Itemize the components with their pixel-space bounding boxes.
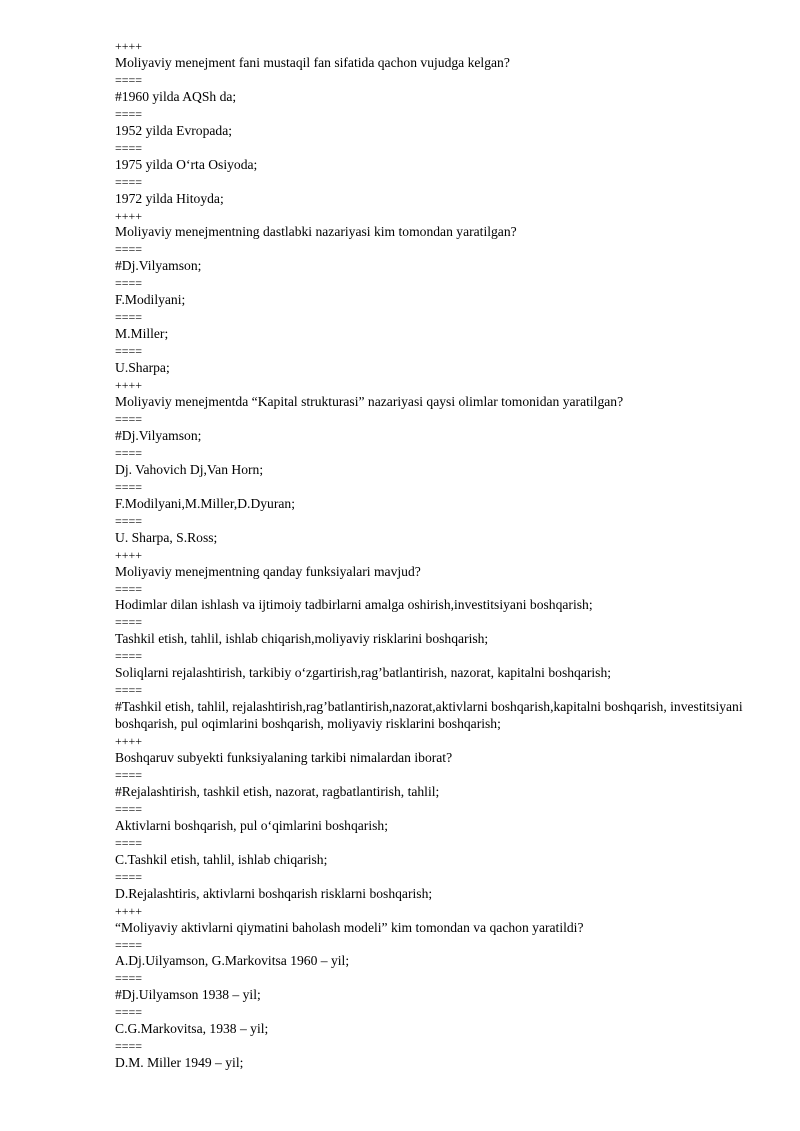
answer-separator: ==== [115, 344, 143, 359]
answer-option: C.Tashkil etish, tahlil, ishlab chiqarish; [115, 851, 328, 867]
answer-option: D.M. Miller 1949 – yil; [115, 1055, 244, 1071]
answer-separator: ==== [115, 242, 143, 257]
answer-option: #Dj.Uilyamson 1938 – yil; [115, 987, 261, 1003]
answer-separator: ==== [115, 310, 143, 325]
answer-option: U. Sharpa, S.Ross; [115, 529, 218, 545]
answer-separator: ==== [115, 72, 143, 87]
question-text: Moliyaviy menejmentning dastlabki nazariyasi kim tomondan yaratilgan? [115, 224, 517, 240]
question-text: Moliyaviy menejmentda “Kapital strukturasi” nazariyasi qaysi olimlar tomonidan yaratilgan? [115, 394, 624, 410]
test-document [115, 38, 755, 1072]
question-separator: ++++ [115, 903, 143, 918]
answer-option: A.Dj.Uilyamson, G.Markovitsa 1960 – yil; [115, 953, 350, 969]
answer-option: 1972 yilda Hitoyda; [115, 190, 224, 206]
question-separator: ++++ [115, 378, 143, 393]
answer-option: #Tashkil etish, tahlil, rejalashtirish,rag’batlantirish,nazorat,aktivlarni boshqarish,kapitalni boshqarish, investitsiyani boshqarish, pul oqimlarini boshqarish, moliyaviy risklarini boshqarish; [115, 699, 743, 732]
answer-separator: ==== [115, 106, 143, 121]
question-separator: ++++ [115, 208, 143, 223]
answer-separator: ==== [115, 649, 143, 664]
answer-option: F.Modilyani; [115, 292, 186, 308]
answer-option: M.Miller; [115, 326, 169, 342]
question-text: “Moliyaviy aktivlarni qiymatini baholash modeli” kim tomondan va qachon yaratildi? [115, 919, 584, 935]
answer-separator: ==== [115, 445, 143, 460]
answer-separator: ==== [115, 801, 143, 816]
answer-option: #Dj.Vilyamson; [115, 258, 202, 274]
question-text: Boshqaruv subyekti funksiyalaning tarkibi nimalardan iborat? [115, 750, 453, 766]
answer-separator: ==== [115, 581, 143, 596]
answer-option: 1975 yilda O‘rta Osiyoda; [115, 156, 258, 172]
answer-separator: ==== [115, 869, 143, 884]
answer-separator: ==== [115, 971, 143, 986]
answer-separator: ==== [115, 174, 143, 189]
answer-separator: ==== [115, 411, 143, 426]
answer-separator: ==== [115, 513, 143, 528]
question-text: Moliyaviy menejmentning qanday funksiyalari mavjud? [115, 563, 421, 579]
answer-separator: ==== [115, 140, 143, 155]
answer-option: Soliqlarni rejalashtirish, tarkibiy o‘zgartirish,rag’batlantirish, nazorat, kapitalni boshqarish; [115, 665, 612, 681]
question-separator: ++++ [115, 39, 143, 53]
question-text: Moliyaviy menejment fani mustaqil fan sifatida qachon vujudga kelgan? [115, 54, 510, 70]
answer-option: #1960 yilda AQSh da; [115, 88, 237, 104]
answer-separator: ==== [115, 276, 143, 291]
answer-option: #Rejalashtirish, tashkil etish, nazorat, ragbatlantirish, tahlil; [115, 783, 440, 799]
answer-separator: ==== [115, 683, 143, 698]
answer-option: Dj. Vahovich Dj,Van Horn; [115, 461, 264, 477]
answer-option: Tashkil etish, tahlil, ishlab chiqarish,moliyaviy risklarini boshqarish; [115, 631, 489, 647]
answer-option: D.Rejalashtiris, aktivlarni boshqarish risklarni boshqarish; [115, 885, 433, 901]
answer-separator: ==== [115, 835, 143, 850]
answer-option: U.Sharpa; [115, 360, 170, 376]
answer-separator: ==== [115, 767, 143, 782]
answer-option: #Dj.Vilyamson; [115, 427, 202, 443]
question-separator: ++++ [115, 734, 143, 749]
answer-separator: ==== [115, 1005, 143, 1020]
answer-separator: ==== [115, 1039, 143, 1054]
answer-option: F.Modilyani,M.Miller,D.Dyuran; [115, 495, 295, 511]
answer-option: Aktivlarni boshqarish, pul o‘qimlarini boshqarish; [115, 817, 388, 833]
answer-option: C.G.Markovitsa, 1938 – yil; [115, 1021, 269, 1037]
answer-option: Hodimlar dilan ishlash va ijtimoiy tadbirlarni amalga oshirish,investitsiyani boshqarish; [115, 597, 593, 613]
answer-separator: ==== [115, 615, 143, 630]
answer-option: 1952 yilda Evropada; [115, 122, 233, 138]
answer-separator: ==== [115, 479, 143, 494]
answer-separator: ==== [115, 937, 143, 952]
question-separator: ++++ [115, 547, 143, 562]
